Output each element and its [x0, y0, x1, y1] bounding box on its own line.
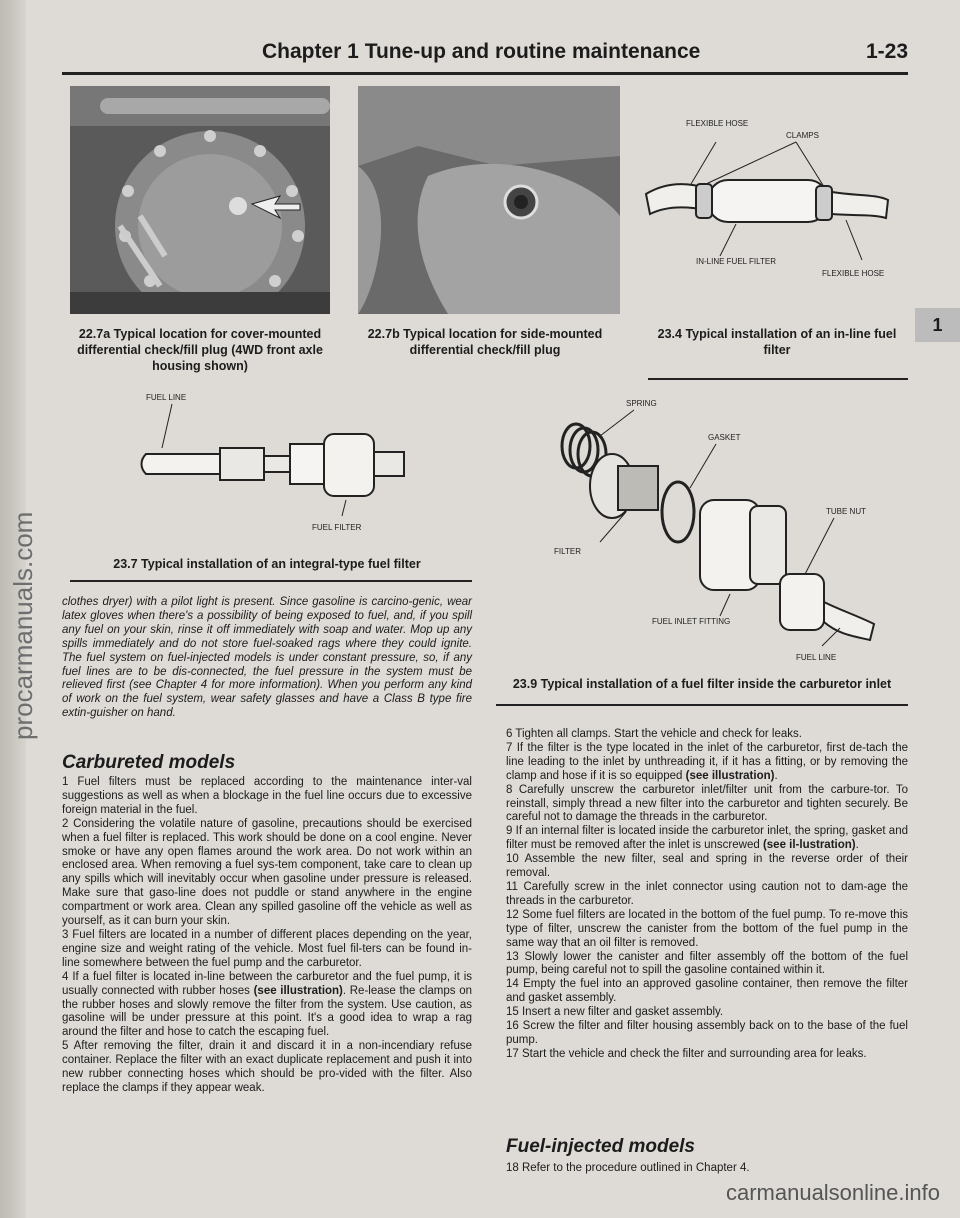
- see-illustration-ref: (see illustration): [685, 769, 775, 782]
- label-fuel-line: FUEL LINE: [146, 393, 187, 402]
- caption-23-4: 23.4 Typical installation of an in-line fuel filter: [657, 327, 897, 357]
- caption-22-7a: 22.7a Typical location for cover-mounted differential check/fill plug (4WD front axle housing shown): [77, 327, 323, 373]
- paragraph-4: 4 If a fuel filter is located in-line between the carburetor and the fuel pump, it is usually connected with rubber hoses (see illustration). Re-lease the clamps on the rubber hoses and slowly remove the filter from the system. Use caution, as gasoline will be under pressure at this point. It's a good idea to wrap a rag around the filter and hose to catch the escaping fuel.: [62, 970, 472, 1039]
- label-fuel-filter: FUEL FILTER: [312, 523, 362, 532]
- footer-watermark: carmanualsonline.info: [725, 1180, 940, 1205]
- differential-cover-illustration: [70, 86, 330, 314]
- see-illustration-ref: (see illustration): [253, 984, 343, 997]
- chapter-title: Chapter 1 Tune-up and routine maintenance: [262, 40, 701, 63]
- photo-cover-mounted-differential: [70, 86, 330, 314]
- page-number: 1-23: [865, 40, 908, 63]
- paragraph-5: 5 After removing the filter, drain it and discard it in a non-incendiary refuse container. Replace the filter with an exact duplicate replacement and push it into new rubber connecting hoses which should be pro-vided with the filter. Also replace the clamps if they appear weak.: [62, 1040, 472, 1094]
- header-rule: [62, 72, 908, 75]
- rule-under-23-9: [496, 704, 908, 706]
- paragraph-17: 17 Start the vehicle and check the filter and surrounding area for leaks.: [506, 1047, 867, 1060]
- paragraph-9: 9 If an internal filter is located inside the carburetor inlet, the spring, gasket and filter must be removed after the inlet is unscrewed (see il-lustration).: [506, 825, 908, 852]
- paragraph-12: 12 Some fuel filters are located in the bottom of the fuel pump. To re-move this type of filter, unscrew the canister from the bottom of the fuel pump in the same way that an oil filter is removed.: [506, 908, 908, 949]
- paragraph-6: 6 Tighten all clamps. Start the vehicle and check for leaks.: [506, 728, 802, 740]
- paragraph-10: 10 Assemble the new filter, seal and spring in the reverse order of their removal.: [506, 853, 908, 880]
- paragraph-8: 8 Carefully unscrew the carburetor inlet/filter unit from the carbure-tor. To reinstall, simply thread a new filter into the carburetor and tighten securely. Be careful not to damage the threads in the carburetor.: [506, 783, 908, 824]
- paragraph-3: 3 Fuel filters are located in a number of different places depending on the year, engine size and weight rating of the vehicle. Most fuel fil-ters can be found in-line somewhere between the fuel pump and the carburetor.: [62, 928, 472, 969]
- paragraph-14: 14 Empty the fuel into an approved gasoline container, then remove the filter and gasket assembly.: [506, 978, 908, 1005]
- right-column-text: [506, 728, 908, 1062]
- side-watermark: procarmanuals.com: [8, 511, 38, 740]
- heading-fuel-injected-models: Fuel-injected models: [506, 1136, 695, 1157]
- paragraph-13: 13 Slowly lower the canister and filter assembly off the bottom of the fuel pump, being careful not to spill the gasoline contained within it.: [506, 950, 908, 977]
- label-spring: SPRING: [626, 399, 657, 408]
- label-filter: FILTER: [554, 547, 581, 556]
- label-flexible-hose-bottom: FLEXIBLE HOSE: [822, 269, 885, 278]
- paragraph-11: 11 Carefully screw in the inlet connector using caution not to dam-age the threads in the carburetor.: [506, 880, 908, 907]
- diagram-carburetor-inlet-filter: [540, 390, 900, 668]
- label-gasket: GASKET: [708, 433, 741, 442]
- paragraph-7: 7 If the filter is the type located in the inlet of the carburetor, first de-tach the line leading to the inlet by unthreading it, if it has a fitting, or by removing the clamp and hose if it is so equipped (see illustration).: [506, 741, 908, 782]
- paragraph-1: 1 Fuel filters must be replaced according to the maintenance inter-val suggestions as well as when a blockage in the fuel line occurs due to excessive foreign material in the fuel.: [62, 776, 472, 816]
- paragraph-15: 15 Insert a new filter and gasket assembly.: [506, 1006, 724, 1019]
- diagram-integral-fuel-filter: [132, 388, 432, 538]
- label-inline-fuel-filter: IN-LINE FUEL FILTER: [696, 257, 777, 266]
- label-flexible-hose-top: FLEXIBLE HOSE: [686, 119, 749, 128]
- diagram-inline-fuel-filter: [636, 110, 906, 290]
- chapter-tab: 1: [915, 308, 960, 342]
- paragraph-18: 18 Refer to the procedure outlined in Chapter 4.: [506, 1162, 750, 1174]
- side-differential-illustration: [358, 86, 620, 314]
- caption-23-9: 23.9 Typical installation of a fuel filter inside the carburetor inlet: [512, 677, 892, 691]
- label-clamps: CLAMPS: [786, 131, 819, 140]
- left-column-text: [62, 776, 472, 1096]
- label-fuel-inlet-fitting: FUEL INLET FITTING: [652, 617, 731, 626]
- caption-22-7b: 22.7b Typical location for side-mounted differential check/fill plug: [367, 327, 603, 357]
- photo-side-mounted-differential: [358, 86, 620, 314]
- caption-23-7: 23.7 Typical installation of an integral-type fuel filter: [113, 557, 421, 571]
- heading-carbureted-models: Carbureted models: [62, 752, 236, 773]
- rule-under-23-4: [648, 378, 908, 380]
- see-illustration-ref: (see il-lustration): [762, 839, 856, 852]
- paragraph-2: 2 Considering the volatile nature of gasoline, precautions should be exercised when a fuel filter is replaced. This work should be done on a cool engine. Never smoke or have any open flames around the work area. Do not work within an enclosed area. When removing a fuel sys-tem component, take care to clean up any spills which will inevitably occur when gasoline under pressure is released. Make sure that gaso-line does not puddle or stand anywhere in the engine compartment or work area. Clean any spilled gasoline off the vehicle as well as yourself, as it can burn your skin.: [62, 817, 472, 928]
- label-fuel-line-inlet: FUEL LINE: [796, 653, 837, 662]
- paragraph-16: 16 Screw the filter and filter housing assembly back on to the base of the fuel pump.: [506, 1020, 908, 1046]
- label-tube-nut: TUBE NUT: [826, 507, 866, 516]
- rule-under-23-7: [70, 580, 472, 582]
- intro-paragraph: clothes dryer) with a pilot light is present. Since gasoline is carcino-genic, wear latex gloves when there's a possibility of being exposed to fuel, and, if you spill any fuel on your skin, rinse it off immediately with soap and water. Mop up any spills immediately and do not store fuel-soaked rags where they could ignite. The fuel system on fuel-injected models is under constant pressure, so, if any fuel lines are to be dis-connected, the fuel pressure in the system must be relieved first (see Chapter 4 for more information). When you perform any kind of work on the fuel system, wear safety glasses and have a Class B type fire extin-guisher on hand.: [62, 596, 472, 720]
- page-header: [62, 40, 908, 72]
